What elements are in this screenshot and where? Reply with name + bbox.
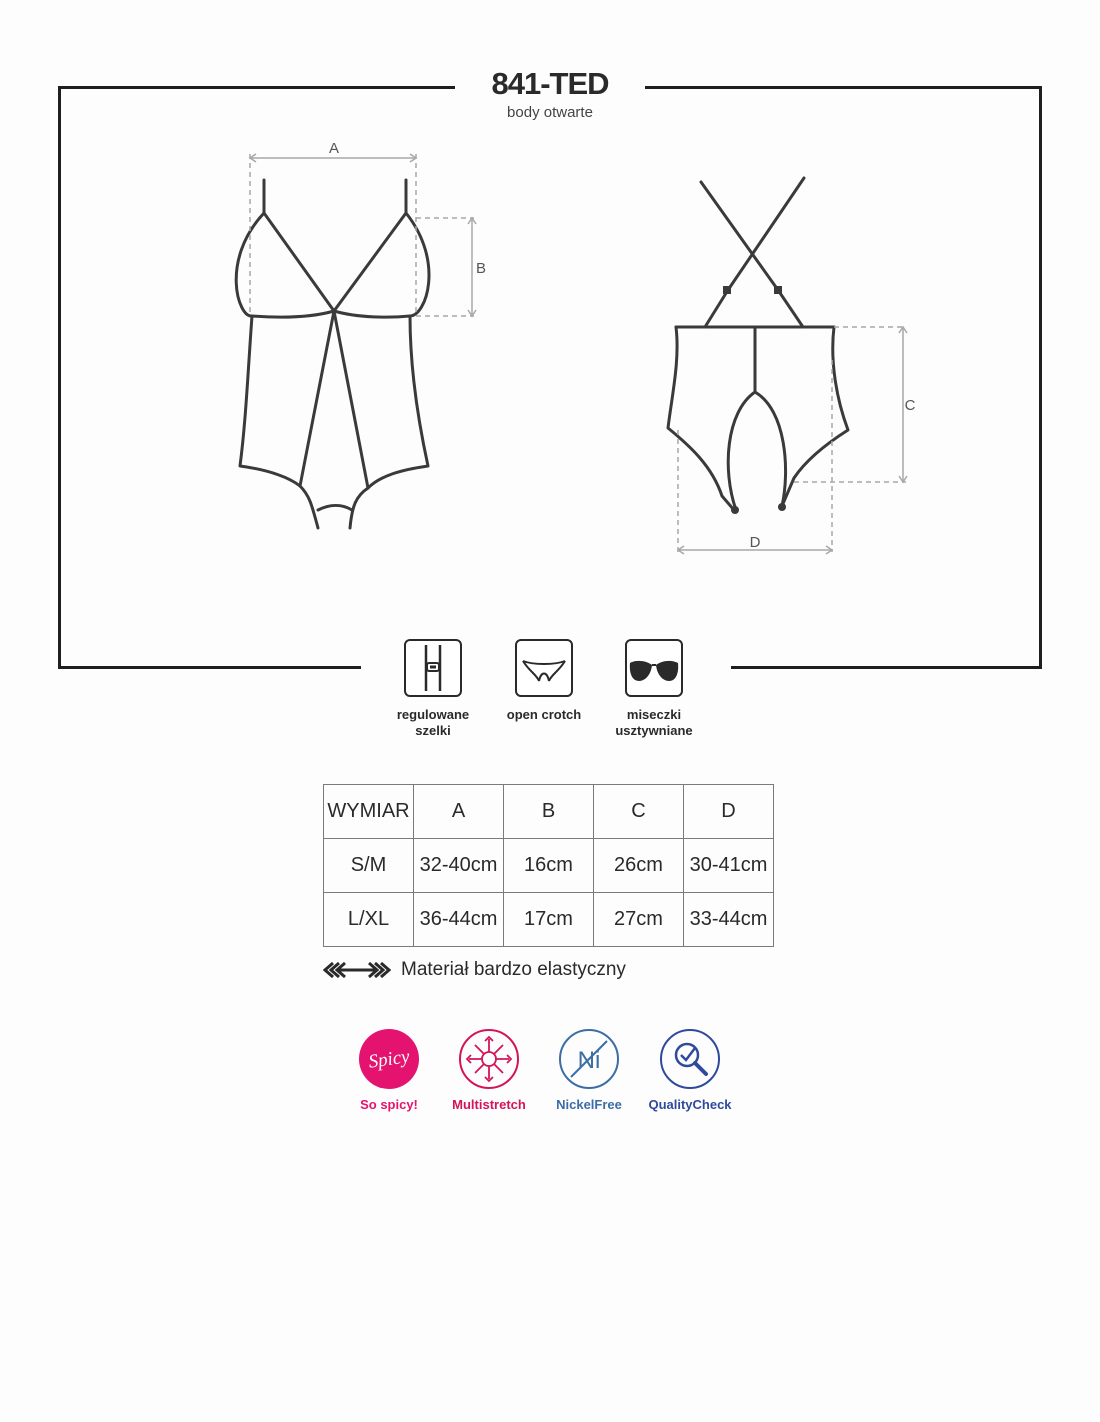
back-strap-slider-left	[723, 286, 731, 294]
table-header-row	[324, 785, 774, 839]
spicy-icon	[359, 1029, 419, 1089]
svg-text:Ni: Ni	[577, 1047, 601, 1074]
frame-bottom-right	[731, 666, 1042, 669]
back-dimension-lines	[678, 327, 907, 554]
feature-label-line1: regulowane	[396, 707, 470, 722]
back-hook-right	[778, 503, 786, 511]
stretch-arrows-icon	[323, 961, 391, 979]
multistretch-icon	[459, 1029, 519, 1089]
back-strap-slider-right	[774, 286, 782, 294]
garment-diagram	[0, 0, 1100, 620]
feature-label-line1: miseczki	[626, 707, 682, 722]
table-header-cell: C	[594, 785, 684, 839]
table-cell: 27cm	[594, 893, 684, 947]
table-cell: 17cm	[504, 893, 594, 947]
front-view	[236, 180, 429, 528]
frame-bottom-left	[58, 666, 361, 669]
padded-cups-icon	[625, 639, 683, 697]
badge-label: QualityCheck	[648, 1097, 732, 1112]
table-header-cell: D	[684, 785, 774, 839]
elastic-note	[323, 958, 626, 982]
table-cell: L/XL	[324, 893, 414, 947]
feature-label-line2: usztywniane	[615, 723, 693, 738]
open-crotch-icon	[515, 639, 573, 697]
table-cell: 26cm	[594, 839, 684, 893]
table-cell: 36-44cm	[414, 893, 504, 947]
table-cell: 33-44cm	[684, 893, 774, 947]
back-hook-left	[731, 506, 739, 514]
table-row	[324, 839, 774, 893]
back-view	[668, 178, 848, 510]
table-row	[324, 893, 774, 947]
table-cell: 16cm	[504, 839, 594, 893]
elastic-note-text: Materiał bardzo elastyczny	[401, 959, 626, 980]
table-header-cell: A	[414, 785, 504, 839]
badge-multistretch	[439, 1029, 539, 1112]
table-cell: 32-40cm	[414, 839, 504, 893]
table-cell: 30-41cm	[684, 839, 774, 893]
svg-text:Spicy: Spicy	[367, 1046, 411, 1073]
nickel-free-icon	[559, 1029, 619, 1089]
dimension-label-d: D	[749, 534, 761, 551]
product-code: 841-TED	[491, 66, 609, 101]
dimension-label-c: C	[904, 397, 916, 414]
badge-label: So spicy!	[360, 1097, 418, 1112]
dimension-label-a: A	[328, 140, 340, 157]
table-cell: S/M	[324, 839, 414, 893]
feature-padded-cups	[589, 639, 719, 739]
quality-check-icon	[660, 1029, 720, 1089]
table-header-cell: B	[504, 785, 594, 839]
product-subtitle: body otwarte	[507, 104, 593, 121]
table-header-cell: WYMIAR	[324, 785, 414, 839]
badge-nickel-free	[539, 1029, 639, 1112]
feature-label-line1: open crotch	[506, 707, 582, 722]
dimension-label-b: B	[475, 260, 487, 277]
badge-label: Multistretch	[452, 1097, 526, 1112]
size-table	[323, 784, 774, 947]
adjustable-straps-icon	[404, 639, 462, 697]
feature-label-line2: szelki	[415, 723, 451, 738]
badge-quality-check	[640, 1029, 740, 1112]
badge-spicy	[339, 1029, 439, 1112]
badge-label: NickelFree	[556, 1097, 622, 1112]
front-dimension-lines	[250, 154, 476, 316]
